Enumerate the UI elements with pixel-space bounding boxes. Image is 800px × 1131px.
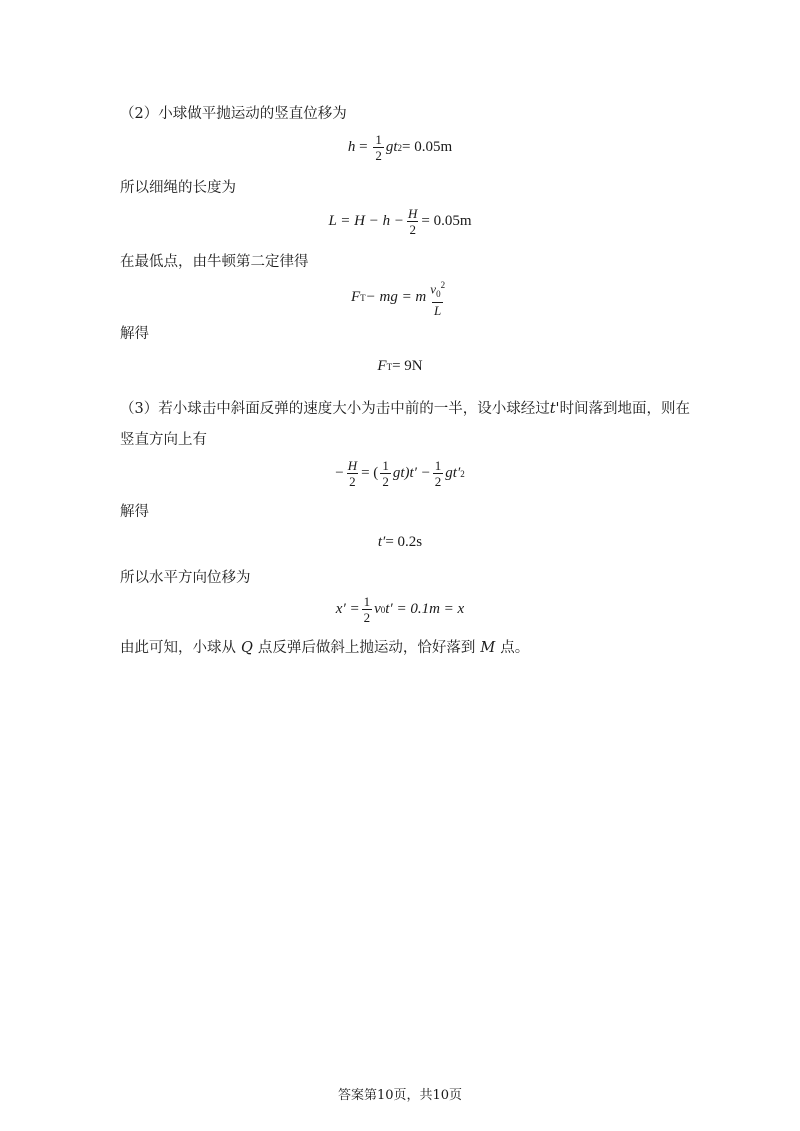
paragraph-part3: （3）若小球击中斜面反弹的速度大小为击中前的一半，设小球经过t'时间落到地面，则在	[120, 401, 691, 417]
paragraph-conclusion: 由此可知，小球从 Q 点反弹后做斜上抛运动，恰好落到 M 点。	[120, 640, 530, 656]
equation-h: h = $\frac{1}{2}$ gt 2 = 0.05m	[347, 132, 453, 163]
paragraph-horizontal: 所以水平方向位移为	[120, 570, 251, 586]
paragraph-solve-2: 解得	[120, 504, 149, 520]
paragraph-rope-length: 所以细绳的长度为	[120, 180, 236, 196]
paragraph-solve-1: 解得	[120, 326, 149, 342]
equation-L: L = H − h − $\frac{H}{2}$ = 0.05m	[328, 206, 472, 237]
equation-vertical-motion: − $\frac{H}{2}$ = ( $\frac{1}{2}$ gt)t′ − $\frac{1}{2}$ gt′ 2	[335, 458, 465, 489]
equation-tension: F T = 9N	[377, 358, 423, 374]
equation-time: t′ = 0.2s	[377, 534, 423, 550]
page-footer: 答案第10页，共10页	[337, 1088, 463, 1103]
paragraph-vertical-direction: 竖直方向上有	[120, 432, 207, 448]
equation-newton: F T − mg = m $\frac{v_0^2}{L}$	[350, 280, 446, 318]
equation-horizontal-displacement: x′ = $\frac{1}{2}$ v 0 t′ = 0.1m = x	[335, 594, 465, 625]
paragraph-lowest-point: 在最低点，由牛顿第二定律得	[120, 254, 309, 270]
paragraph-vertical-displacement: （2）小球做平抛运动的竖直位移为	[120, 106, 347, 122]
